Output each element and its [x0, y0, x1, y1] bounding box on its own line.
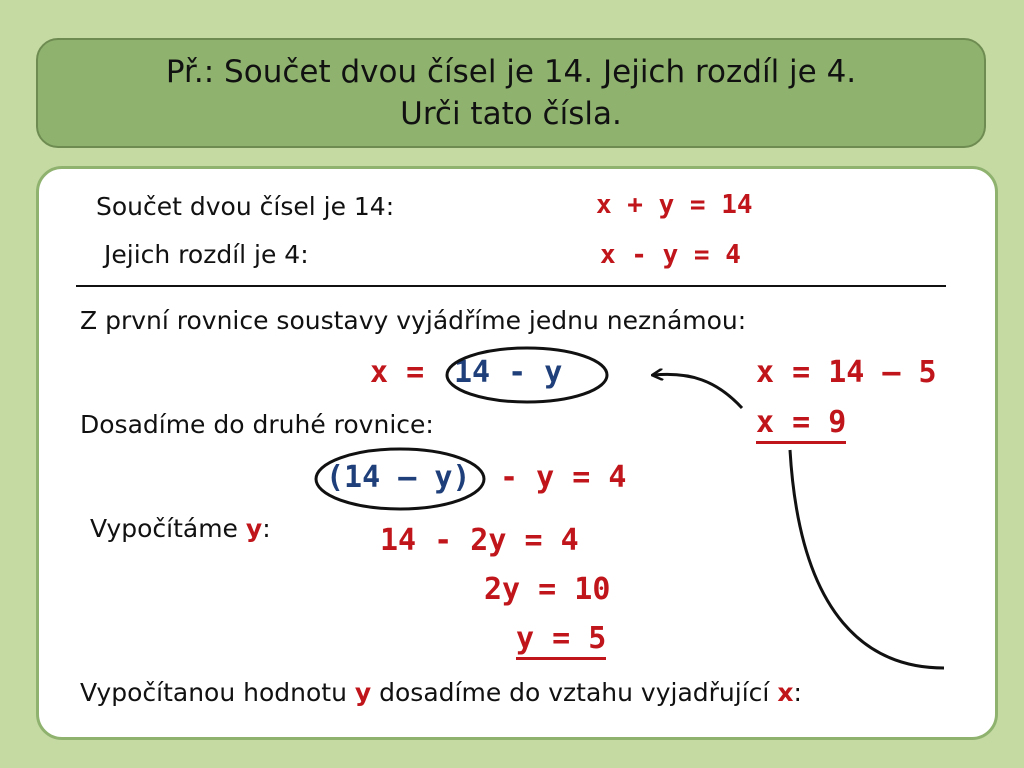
title-line-2: Urči tato čísla.: [400, 96, 622, 132]
step3-colon: :: [262, 514, 271, 543]
step2-eq-rest: - y = 4: [500, 460, 627, 495]
final-var-x: x: [777, 678, 794, 707]
final-colon: :: [793, 678, 802, 707]
step1-eq-expression: 14 - y: [454, 355, 563, 390]
circle-14-minus-y: [447, 348, 607, 402]
title-line-1: Př.: Součet dvou čísel je 14. Jejich rozdíl je 4.: [165, 54, 857, 90]
step3-line3: y = 5: [516, 621, 606, 660]
curve-from-final-line: [790, 450, 944, 668]
final-text2: dosadíme do vztahu vyjadřující: [379, 678, 770, 707]
circle-paren-14-minus-y: [316, 449, 484, 509]
result-x-line1: x = 14 – 5: [756, 355, 937, 390]
arrow-to-x-expression: [654, 374, 742, 408]
difference-equation: x - y = 4: [600, 240, 741, 270]
step3-var-y: y: [245, 514, 263, 543]
result-x-line2: x = 9: [756, 405, 846, 444]
step3-line1: 14 - 2y = 4: [380, 523, 579, 558]
sum-label: Součet dvou čísel je 14:: [96, 192, 395, 221]
step3-label: Vypočítáme: [90, 514, 238, 543]
step1-text: Z první rovnice soustavy vyjádříme jednu neznámou:: [80, 306, 747, 335]
step2-eq-paren: (14 – y): [326, 460, 471, 495]
step2-text: Dosadíme do druhé rovnice:: [80, 410, 434, 439]
step3-line2: 2y = 10: [484, 572, 611, 607]
final-var-y: y: [354, 678, 372, 707]
sum-equation: x + y = 14: [596, 190, 753, 220]
step1-eq-prefix: x =: [370, 355, 425, 390]
difference-label: Jejich rozdíl je 4:: [104, 240, 309, 269]
final-text1: Vypočítanou hodnotu: [80, 678, 347, 707]
